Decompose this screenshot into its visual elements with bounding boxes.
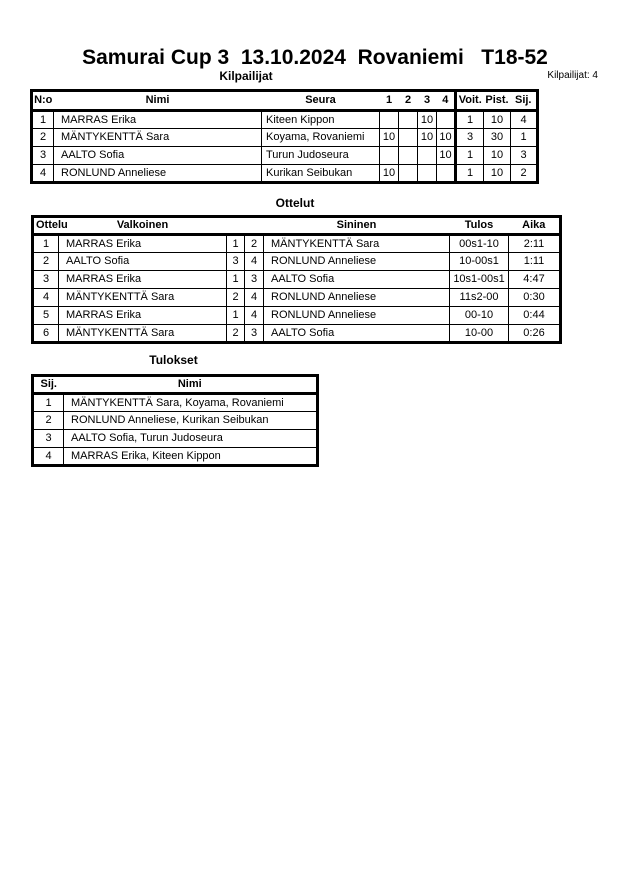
table-row — [33, 307, 561, 325]
competitors-section-title: Kilpailijat — [219, 69, 273, 83]
col-header-time: Aika — [509, 217, 561, 235]
score-vs-4 — [437, 111, 456, 129]
white-player: MÄNTYKENTTÄ Sara — [59, 289, 227, 307]
white-player-number: 2 — [227, 325, 245, 343]
competitor-club: Kurikan Seibukan — [262, 165, 380, 183]
col-header-place: Sij. — [33, 376, 64, 394]
match-time: 0:30 — [509, 289, 561, 307]
wins: 3 — [456, 129, 484, 147]
competitor-number: 1 — [32, 111, 54, 129]
blue-player: RONLUND Anneliese — [264, 307, 450, 325]
blue-player: AALTO Sofia — [264, 271, 450, 289]
blue-player-number: 4 — [245, 307, 264, 325]
matches-table — [31, 215, 562, 344]
col-header-opp3: 3 — [418, 91, 437, 111]
score-vs-2 — [399, 165, 418, 183]
score-vs-4: 10 — [437, 147, 456, 165]
match-number: 6 — [33, 325, 59, 343]
match-result: 11s2-00 — [450, 289, 509, 307]
placement: 4 — [511, 111, 538, 129]
table-row — [32, 111, 538, 129]
match-number: 2 — [33, 253, 59, 271]
placement: 1 — [33, 394, 64, 412]
table-row — [32, 147, 538, 165]
col-header-points: Pist. — [484, 91, 511, 111]
competitor-number: 4 — [32, 165, 54, 183]
white-player-number: 3 — [227, 253, 245, 271]
col-header-opp1: 1 — [380, 91, 399, 111]
score-vs-3: 10 — [418, 129, 437, 147]
wins: 1 — [456, 165, 484, 183]
match-time: 0:26 — [509, 325, 561, 343]
white-player: MARRAS Erika — [59, 271, 227, 289]
blue-player-number: 2 — [245, 235, 264, 253]
competitors-count-label: Kilpailijat: 4 — [547, 70, 598, 81]
col-header-opp2: 2 — [399, 91, 418, 111]
competitor-name-club: MARRAS Erika, Kiteen Kippon — [64, 448, 318, 466]
white-player-number: 1 — [227, 307, 245, 325]
col-header-opp4: 4 — [437, 91, 456, 111]
results-section-title: Tulokset — [149, 353, 198, 367]
competitor-name: MARRAS Erika — [54, 111, 262, 129]
score-vs-1 — [380, 111, 399, 129]
col-header-wins: Voit. — [456, 91, 484, 111]
matches-section-title: Ottelut — [275, 196, 315, 210]
score-vs-1 — [380, 147, 399, 165]
table-row — [33, 325, 561, 343]
points: 30 — [484, 129, 511, 147]
competitor-club: Kiteen Kippon — [262, 111, 380, 129]
white-player: MARRAS Erika — [59, 307, 227, 325]
competitor-club: Koyama, Rovaniemi — [262, 129, 380, 147]
competitor-name-club: AALTO Sofia, Turun Judoseura — [64, 430, 318, 448]
match-result: 10-00s1 — [450, 253, 509, 271]
match-number: 4 — [33, 289, 59, 307]
blue-player-number: 4 — [245, 253, 264, 271]
col-header-result: Tulos — [450, 217, 509, 235]
score-vs-1: 10 — [380, 129, 399, 147]
table-row — [33, 253, 561, 271]
match-number: 3 — [33, 271, 59, 289]
white-player-number: 1 — [227, 235, 245, 253]
points: 10 — [484, 165, 511, 183]
points: 10 — [484, 147, 511, 165]
table-row — [33, 448, 318, 466]
col-header-match-no: Ottelu — [33, 217, 59, 235]
matches-header-row — [33, 217, 561, 235]
table-row — [33, 430, 318, 448]
score-vs-1: 10 — [380, 165, 399, 183]
match-time: 0:44 — [509, 307, 561, 325]
match-time: 4:47 — [509, 271, 561, 289]
score-vs-4 — [437, 165, 456, 183]
table-row — [32, 165, 538, 183]
score-vs-4: 10 — [437, 129, 456, 147]
competitors-header-row — [32, 91, 538, 111]
table-row — [32, 129, 538, 147]
white-player: AALTO Sofia — [59, 253, 227, 271]
col-header-white-no — [227, 217, 245, 235]
score-vs-2 — [399, 111, 418, 129]
competitor-number: 2 — [32, 129, 54, 147]
table-row — [33, 289, 561, 307]
competitors-table — [30, 89, 539, 184]
placement: 3 — [33, 430, 64, 448]
col-header-name: Nimi — [64, 376, 318, 394]
white-player-number: 2 — [227, 289, 245, 307]
match-number: 1 — [33, 235, 59, 253]
match-time: 1:11 — [509, 253, 561, 271]
score-vs-2 — [399, 129, 418, 147]
match-time: 2:11 — [509, 235, 561, 253]
match-result: 00-10 — [450, 307, 509, 325]
competitor-name: AALTO Sofia — [54, 147, 262, 165]
points: 10 — [484, 111, 511, 129]
score-vs-3 — [418, 147, 437, 165]
blue-player-number: 3 — [245, 271, 264, 289]
match-result: 00s1-10 — [450, 235, 509, 253]
results-header-row — [33, 376, 318, 394]
table-row — [33, 271, 561, 289]
placement: 3 — [511, 147, 538, 165]
competitor-club: Turun Judoseura — [262, 147, 380, 165]
table-row — [33, 235, 561, 253]
competitor-name: RONLUND Anneliese — [54, 165, 262, 183]
match-number: 5 — [33, 307, 59, 325]
white-player-number: 1 — [227, 271, 245, 289]
competitor-name-club: RONLUND Anneliese, Kurikan Seibukan — [64, 412, 318, 430]
blue-player-number: 3 — [245, 325, 264, 343]
col-header-no: N:o — [32, 91, 54, 111]
score-vs-3 — [418, 165, 437, 183]
col-header-place: Sij. — [511, 91, 538, 111]
placement: 2 — [511, 165, 538, 183]
competitor-name-club: MÄNTYKENTTÄ Sara, Koyama, Rovaniemi — [64, 394, 318, 412]
blue-player: RONLUND Anneliese — [264, 289, 450, 307]
white-player: MARRAS Erika — [59, 235, 227, 253]
score-vs-2 — [399, 147, 418, 165]
page-title: Samurai Cup 3 13.10.2024 Rovaniemi T18-52 — [82, 46, 548, 69]
placement: 4 — [33, 448, 64, 466]
score-vs-3: 10 — [418, 111, 437, 129]
blue-player-number: 4 — [245, 289, 264, 307]
match-result: 10-00 — [450, 325, 509, 343]
wins: 1 — [456, 147, 484, 165]
col-header-club: Seura — [262, 91, 380, 111]
col-header-blue: Sininen — [264, 217, 450, 235]
match-result: 10s1-00s1 — [450, 271, 509, 289]
col-header-name: Nimi — [54, 91, 262, 111]
table-row — [33, 412, 318, 430]
competitor-number: 3 — [32, 147, 54, 165]
table-row — [33, 394, 318, 412]
competitor-name: MÄNTYKENTTÄ Sara — [54, 129, 262, 147]
results-table — [31, 374, 319, 467]
placement: 1 — [511, 129, 538, 147]
blue-player: AALTO Sofia — [264, 325, 450, 343]
col-header-white: Valkoinen — [59, 217, 227, 235]
col-header-blue-no — [245, 217, 264, 235]
wins: 1 — [456, 111, 484, 129]
blue-player: RONLUND Anneliese — [264, 253, 450, 271]
white-player: MÄNTYKENTTÄ Sara — [59, 325, 227, 343]
blue-player: MÄNTYKENTTÄ Sara — [264, 235, 450, 253]
placement: 2 — [33, 412, 64, 430]
